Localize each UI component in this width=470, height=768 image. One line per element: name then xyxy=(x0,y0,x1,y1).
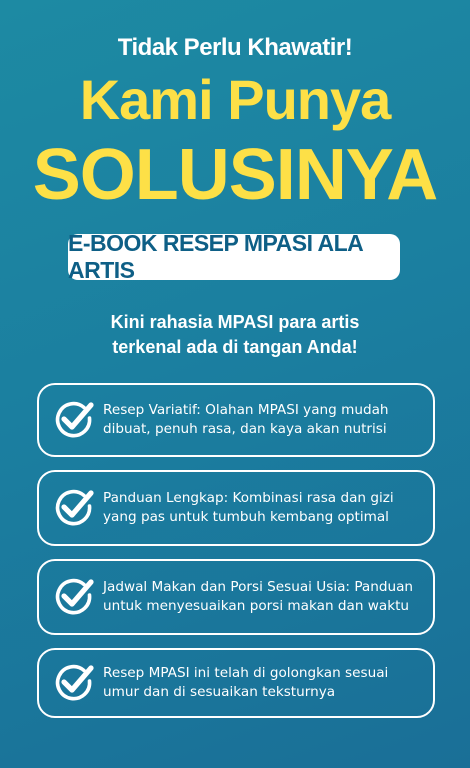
feature-text: Resep Variatif: Olahan MPASI yang mudah dibuat, penuh rasa, dan kaya akan nutrisi xyxy=(103,402,389,437)
intro-text xyxy=(40,310,430,360)
checkmark-circle-icon xyxy=(53,399,95,441)
feature-card xyxy=(37,559,435,635)
checkmark-circle-icon xyxy=(53,487,95,529)
feature-card xyxy=(37,383,435,457)
headline-line-1: Kami Punya xyxy=(79,68,391,131)
feature-text: Jadwal Makan dan Porsi Sesuai Usia: Panduan untuk menyesuaikan porsi makan dan waktu xyxy=(103,579,414,614)
checkmark-circle-icon xyxy=(53,662,95,704)
checkmark-circle-icon xyxy=(53,576,95,618)
intro-line-1: Kini rahasia MPASI para artis xyxy=(110,312,360,332)
feature-text: Resep MPASI ini telah di golongkan sesuai umur dan di sesuaikan teksturnya xyxy=(103,665,389,700)
feature-card xyxy=(37,648,435,718)
headline-line-2: SOLUSINYA xyxy=(32,135,438,215)
feature-text: Panduan Lengkap: Kombinasi rasa dan gizi yang pas untuk tumbuh kembang optimal xyxy=(103,490,394,525)
feature-card xyxy=(37,470,435,546)
ebook-badge xyxy=(68,230,400,283)
pre-title: Tidak Perlu Khawatir! xyxy=(117,34,353,61)
intro-line-2: terkenal ada di tangan Anda! xyxy=(112,337,358,357)
ebook-badge-label: E-BOOK RESEP MPASI ALA ARTIS xyxy=(68,230,363,283)
